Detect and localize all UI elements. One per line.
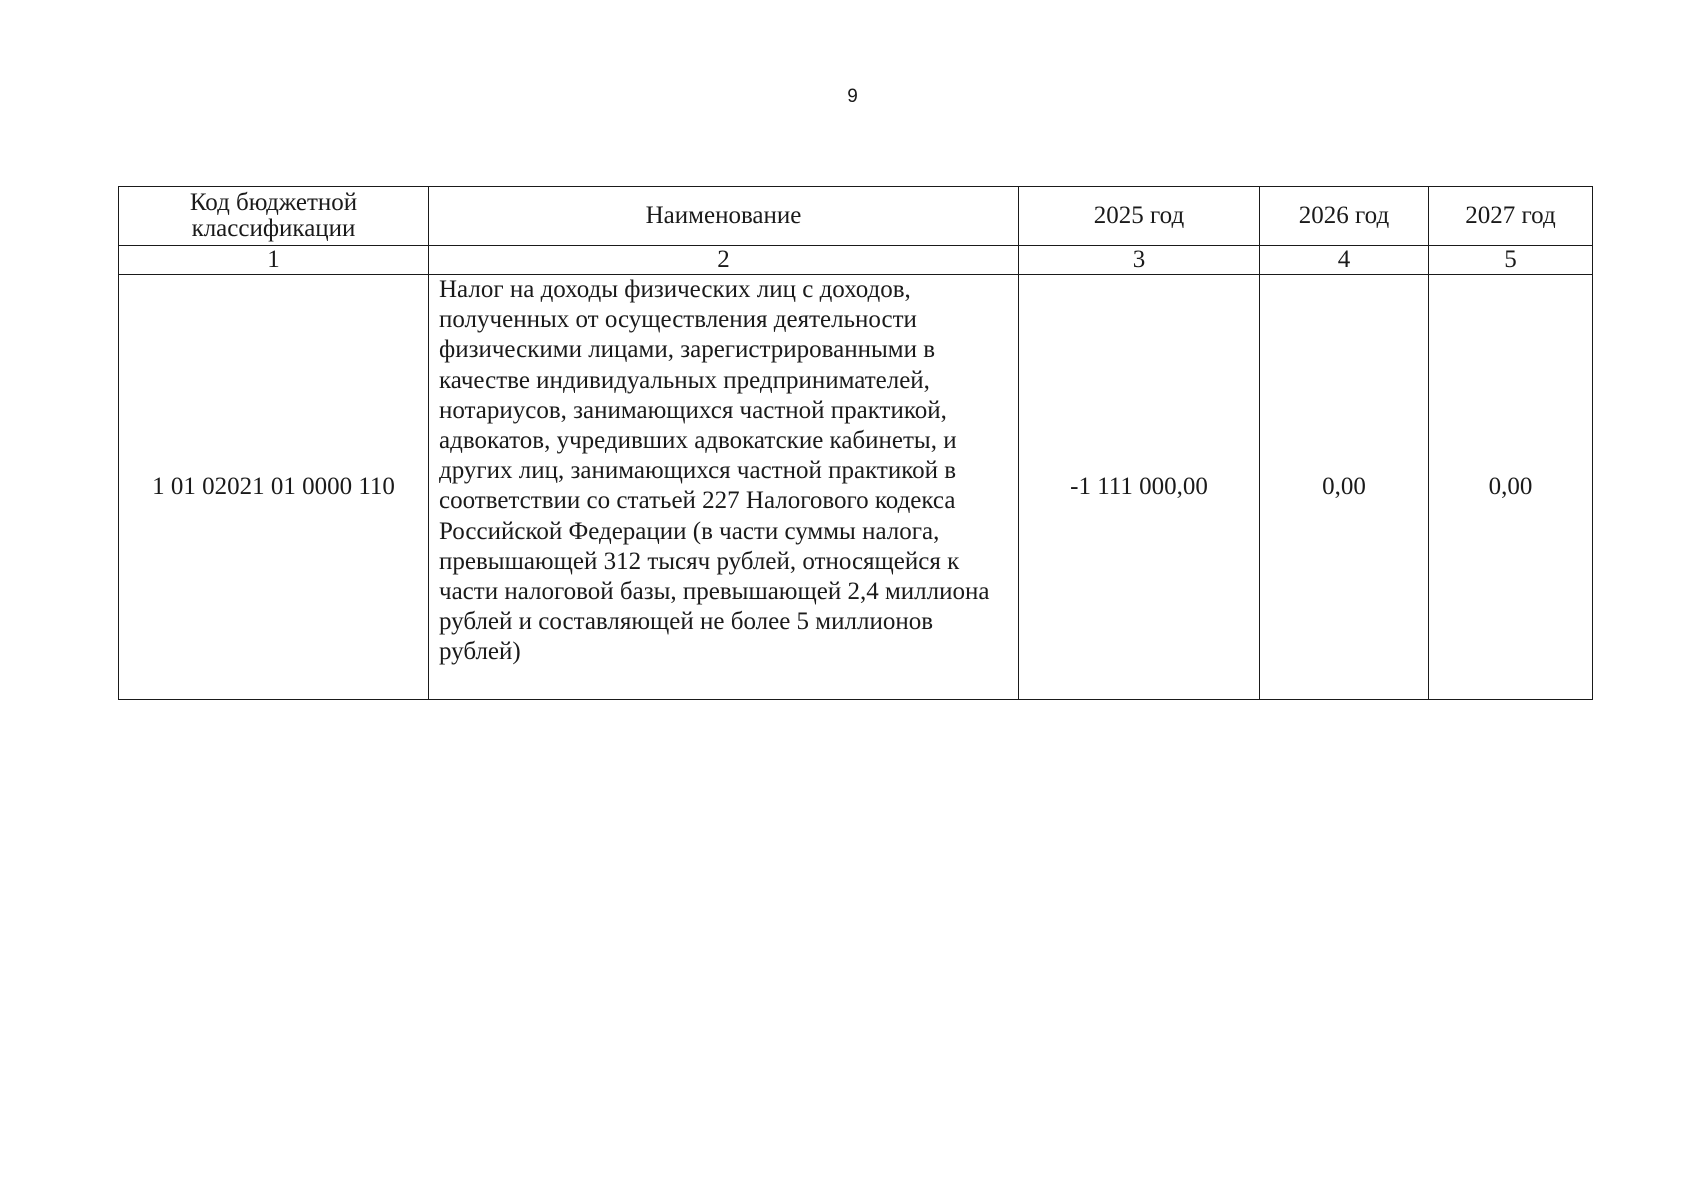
header-code: Код бюджетной классификации [119,187,429,246]
header-2025: 2025 год [1019,187,1260,246]
column-number: 5 [1429,246,1593,275]
budget-table [118,186,1593,700]
budget-code-cell: 1 01 02021 01 0000 110 [119,275,429,700]
header-2026: 2026 год [1260,187,1429,246]
column-number: 4 [1260,246,1429,275]
column-number: 3 [1019,246,1260,275]
amount-2027-cell: 0,00 [1429,275,1593,700]
page-number: 9 [847,86,858,107]
column-number-row [119,246,1593,275]
column-number: 2 [429,246,1019,275]
header-name: Наименование [429,187,1019,246]
header-2027: 2027 год [1429,187,1593,246]
amount-2026-cell: 0,00 [1260,275,1429,700]
tax-name-cell: Налог на доходы физических лиц с доходов, полученных от осуществления деятельности физическими лицами, зарегистрированными в качестве индивидуальных предпринимателей, нотариусов, занимающихся частной практикой, адвокатов, учредивших адвокатские кабинеты, и других лиц, занимающихся частной практикой в соответствии со статьей 227 Налогового кодекса Российской Федерации (в части суммы налога, превышающей 312 тысяч рублей, относящейся к части налоговой базы, превышающей 2,4 миллиона рублей и составляющей не более 5 миллионов рублей) [429,275,1019,700]
table-row [119,275,1593,700]
column-number: 1 [119,246,429,275]
header-row [119,187,1593,246]
amount-2025-cell: -1 111 000,00 [1019,275,1260,700]
